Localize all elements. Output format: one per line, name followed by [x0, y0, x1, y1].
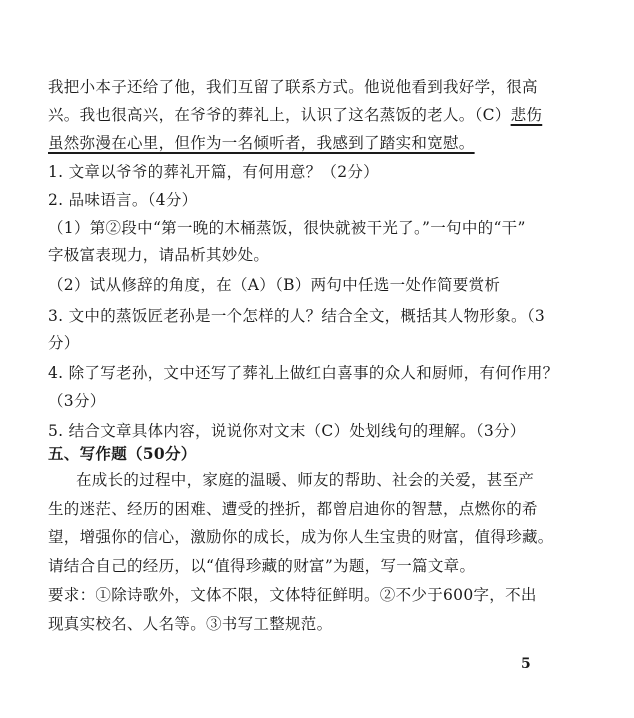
page-number: 5: [521, 656, 531, 672]
question-4-line-2: （3分）: [48, 392, 106, 410]
passage-line-2: [48, 105, 542, 125]
question-2-1-line-2: 字极富表现力，请品析其妙处。: [48, 246, 270, 264]
writing-heading: 五、写作题（50分）: [48, 444, 197, 463]
writing-paragraph-line-4: 请结合自己的经历，以“值得珍藏的财富”为题，写一篇文章。: [48, 557, 476, 575]
question-2-1-line-1: （1）第②段中“第一晚的木桶蒸饭，很快就被干光了。”一句中的“干”: [48, 219, 526, 237]
writing-requirements-line-2: 现真实校名、人名等。③书写工整规范。: [48, 615, 333, 633]
writing-paragraph-line-3: 望，增强你的信心，激励你的成长，成为你人生宝贵的财富，值得珍藏。: [48, 528, 554, 546]
question-2: 2. 品味语言。（4分）: [48, 191, 198, 209]
writing-paragraph-line-1: 在成长的过程中，家庭的温暖、师友的帮助、社会的关爱，甚至产: [76, 471, 535, 489]
question-1: 1. 文章以爷爷的葬礼开篇，有何用意？（2分）: [48, 163, 379, 181]
question-4-line-1: 4. 除了写老孙，文中还写了葬礼上做红白喜事的众人和厨师，有何作用？: [48, 364, 559, 382]
passage-line-3-underlined: 虽然弥漫在心里，但作为一名倾听者，我感到了踏实和宽慰。: [48, 134, 475, 152]
writing-paragraph-line-2: 生的迷茫、经历的困难、遭受的挫折，都曾启迪你的智慧，点燃你的希: [48, 500, 538, 518]
writing-requirements-line-1: 要求：①除诗歌外，文体不限，文体特征鲜明。②不少于600字，不出: [48, 586, 537, 604]
question-3-line-1: 3. 文中的蒸饭匠老孙是一个怎样的人？结合全文，概括其人物形象。（3: [48, 307, 546, 325]
passage-line-2-text: 兴。我也很高兴，在爷爷的葬礼上，认识了这名蒸饭的老人。（C）: [48, 106, 511, 124]
question-5: 5. 结合文章具体内容，说说你对文末（C）处划线句的理解。（3分）: [48, 422, 526, 440]
passage-line-2-underlined: 悲伤: [510, 106, 543, 124]
question-3-line-2: 分）: [48, 334, 80, 352]
question-2-2: （2）试从修辞的角度，在（A）（B）两句中任选一处作简要赏析: [48, 276, 501, 294]
passage-line-1: 我把小本子还给了他，我们互留了联系方式。他说他看到我好学，很高: [48, 78, 538, 96]
